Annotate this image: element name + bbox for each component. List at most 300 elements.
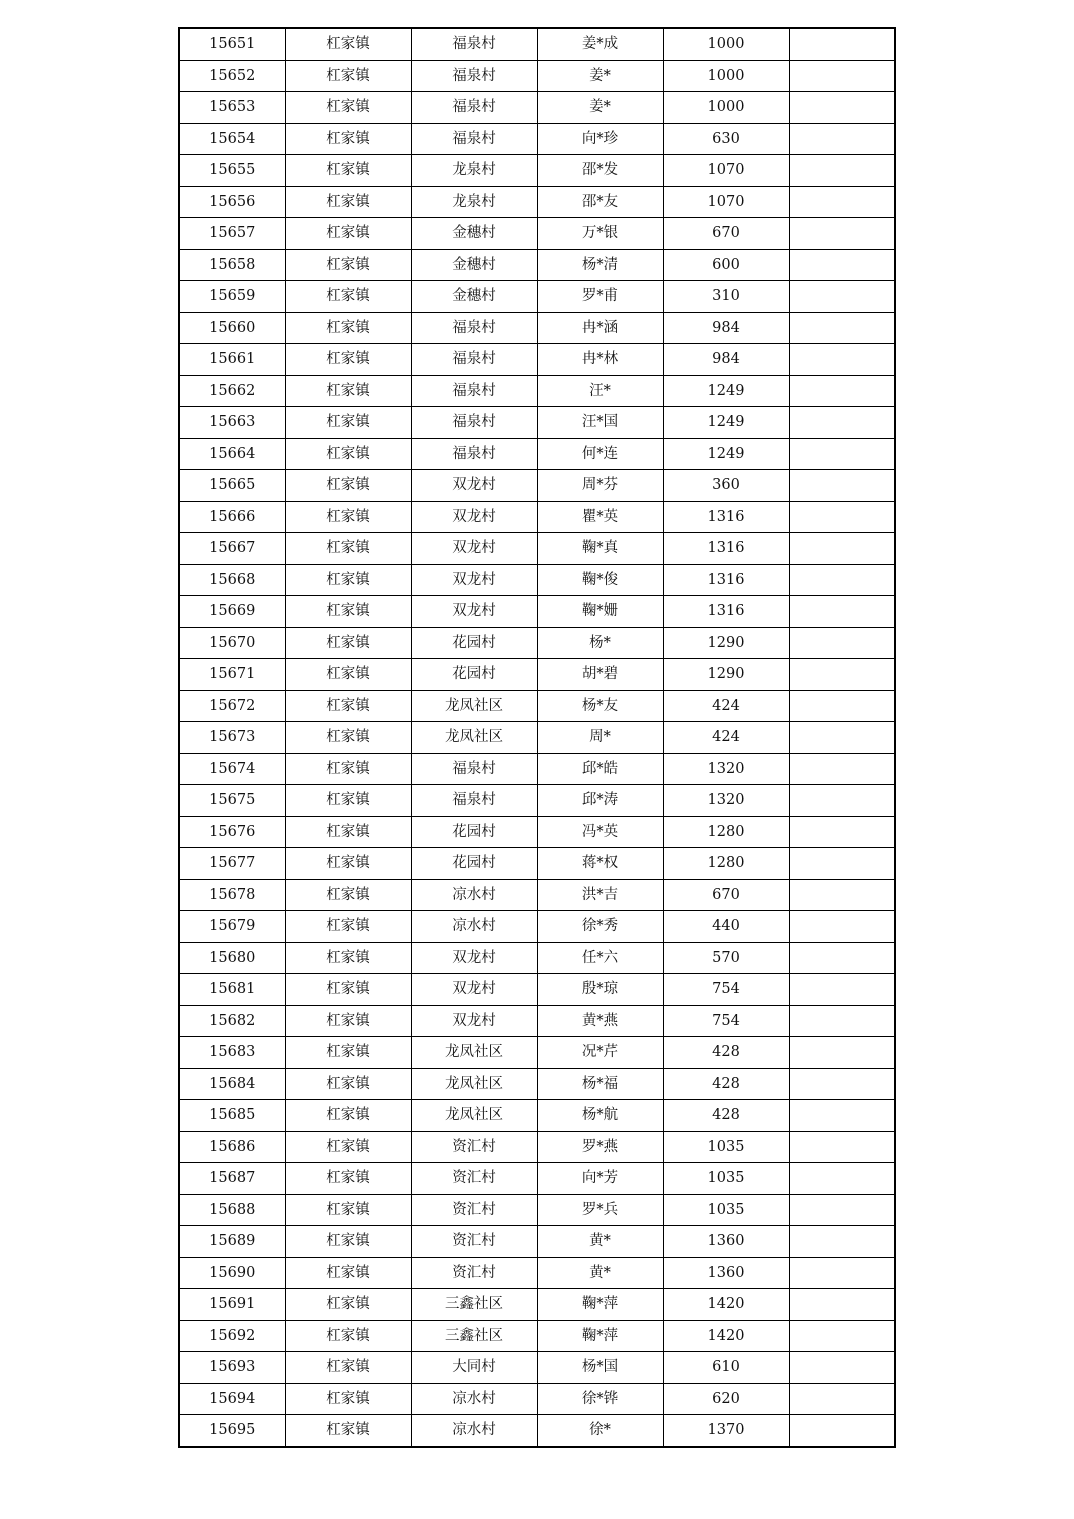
cell-amount: 670 [663,879,789,911]
cell-town: 杠家镇 [285,249,411,281]
cell-town: 杠家镇 [285,1163,411,1195]
cell-amount: 1320 [663,753,789,785]
cell-village: 资汇村 [411,1131,537,1163]
table-row [179,1226,895,1258]
cell-serial-number: 15693 [179,1352,285,1384]
table-row [179,848,895,880]
cell-remark [789,438,895,470]
cell-remark [789,501,895,533]
cell-amount: 428 [663,1100,789,1132]
cell-name: 洪*吉 [537,879,663,911]
table-row [179,218,895,250]
cell-village: 双龙村 [411,533,537,565]
cell-serial-number: 15677 [179,848,285,880]
cell-name: 姜* [537,92,663,124]
cell-remark [789,785,895,817]
cell-amount: 1000 [663,60,789,92]
table-row [179,1131,895,1163]
cell-name: 姜* [537,60,663,92]
cell-name: 黄* [537,1226,663,1258]
cell-remark [789,1320,895,1352]
cell-village: 龙凤社区 [411,1037,537,1069]
cell-remark [789,1352,895,1384]
cell-name: 汪* [537,375,663,407]
cell-serial-number: 15684 [179,1068,285,1100]
cell-amount: 754 [663,1005,789,1037]
table-row [179,1100,895,1132]
cell-name: 鞠*萍 [537,1289,663,1321]
cell-village: 花园村 [411,659,537,691]
cell-town: 杠家镇 [285,1068,411,1100]
table-row [179,1320,895,1352]
cell-serial-number: 15682 [179,1005,285,1037]
cell-serial-number: 15659 [179,281,285,313]
cell-amount: 1035 [663,1194,789,1226]
cell-town: 杠家镇 [285,1194,411,1226]
cell-amount: 428 [663,1068,789,1100]
cell-serial-number: 15695 [179,1415,285,1447]
cell-amount: 1000 [663,92,789,124]
cell-village: 龙凤社区 [411,1068,537,1100]
cell-village: 福泉村 [411,407,537,439]
table-row [179,123,895,155]
cell-remark [789,1194,895,1226]
cell-remark [789,816,895,848]
cell-village: 金穗村 [411,281,537,313]
table-row [179,1257,895,1289]
cell-village: 龙凤社区 [411,722,537,754]
cell-village: 双龙村 [411,942,537,974]
cell-name: 罗*燕 [537,1131,663,1163]
cell-village: 双龙村 [411,564,537,596]
cell-serial-number: 15664 [179,438,285,470]
table-row [179,470,895,502]
cell-amount: 1249 [663,407,789,439]
cell-village: 三鑫社区 [411,1289,537,1321]
cell-town: 杠家镇 [285,92,411,124]
cell-town: 杠家镇 [285,438,411,470]
cell-remark [789,1226,895,1258]
table-row [179,911,895,943]
cell-name: 徐*铧 [537,1383,663,1415]
cell-name: 蒋*权 [537,848,663,880]
cell-town: 杠家镇 [285,1383,411,1415]
cell-village: 金穗村 [411,218,537,250]
cell-serial-number: 15657 [179,218,285,250]
cell-town: 杠家镇 [285,564,411,596]
cell-village: 花园村 [411,816,537,848]
cell-remark [789,1163,895,1195]
cell-village: 资汇村 [411,1226,537,1258]
cell-amount: 1360 [663,1226,789,1258]
cell-village: 龙泉村 [411,186,537,218]
cell-amount: 424 [663,722,789,754]
cell-name: 殷*琼 [537,974,663,1006]
cell-village: 双龙村 [411,974,537,1006]
cell-name: 杨*福 [537,1068,663,1100]
cell-amount: 670 [663,218,789,250]
cell-remark [789,1289,895,1321]
cell-town: 杠家镇 [285,596,411,628]
cell-town: 杠家镇 [285,186,411,218]
cell-serial-number: 15652 [179,60,285,92]
cell-village: 龙凤社区 [411,1100,537,1132]
cell-town: 杠家镇 [285,1257,411,1289]
table-row [179,816,895,848]
table-row [179,501,895,533]
cell-name: 汪*国 [537,407,663,439]
cell-town: 杠家镇 [285,501,411,533]
table-row [179,1194,895,1226]
cell-name: 徐*秀 [537,911,663,943]
cell-town: 杠家镇 [285,1320,411,1352]
cell-name: 邵*发 [537,155,663,187]
cell-town: 杠家镇 [285,407,411,439]
cell-serial-number: 15675 [179,785,285,817]
cell-town: 杠家镇 [285,879,411,911]
cell-amount: 1249 [663,375,789,407]
cell-name: 冉*林 [537,344,663,376]
cell-amount: 1280 [663,816,789,848]
cell-town: 杠家镇 [285,1352,411,1384]
cell-name: 邱*涛 [537,785,663,817]
cell-name: 杨*航 [537,1100,663,1132]
cell-serial-number: 15666 [179,501,285,533]
cell-serial-number: 15656 [179,186,285,218]
cell-town: 杠家镇 [285,942,411,974]
cell-village: 花园村 [411,848,537,880]
cell-village: 双龙村 [411,596,537,628]
cell-serial-number: 15687 [179,1163,285,1195]
table-row [179,344,895,376]
cell-serial-number: 15672 [179,690,285,722]
table-row [179,407,895,439]
cell-serial-number: 15685 [179,1100,285,1132]
cell-name: 罗*兵 [537,1194,663,1226]
table-row [179,438,895,470]
cell-remark [789,375,895,407]
cell-remark [789,722,895,754]
cell-village: 凉水村 [411,911,537,943]
cell-town: 杠家镇 [285,375,411,407]
cell-town: 杠家镇 [285,1131,411,1163]
cell-name: 罗*甫 [537,281,663,313]
cell-remark [789,407,895,439]
cell-amount: 1316 [663,533,789,565]
cell-remark [789,1415,895,1447]
cell-remark [789,249,895,281]
cell-remark [789,974,895,1006]
cell-town: 杠家镇 [285,533,411,565]
cell-serial-number: 15661 [179,344,285,376]
cell-name: 杨*国 [537,1352,663,1384]
cell-village: 双龙村 [411,501,537,533]
cell-remark [789,60,895,92]
cell-amount: 754 [663,974,789,1006]
cell-serial-number: 15673 [179,722,285,754]
cell-amount: 1035 [663,1131,789,1163]
table-row [179,533,895,565]
cell-remark [789,1037,895,1069]
cell-serial-number: 15658 [179,249,285,281]
cell-town: 杠家镇 [285,785,411,817]
cell-serial-number: 15680 [179,942,285,974]
cell-amount: 1290 [663,659,789,691]
table-body [179,28,895,1447]
cell-name: 黄*燕 [537,1005,663,1037]
cell-village: 三鑫社区 [411,1320,537,1352]
table-row [179,312,895,344]
cell-remark [789,218,895,250]
cell-town: 杠家镇 [285,218,411,250]
cell-town: 杠家镇 [285,974,411,1006]
cell-town: 杠家镇 [285,690,411,722]
cell-name: 鞠*俊 [537,564,663,596]
cell-serial-number: 15663 [179,407,285,439]
cell-remark [789,911,895,943]
cell-name: 徐* [537,1415,663,1447]
table-row [179,1352,895,1384]
cell-town: 杠家镇 [285,659,411,691]
table-row [179,1005,895,1037]
cell-name: 鞠*萍 [537,1320,663,1352]
cell-village: 龙泉村 [411,155,537,187]
cell-remark [789,753,895,785]
cell-amount: 360 [663,470,789,502]
cell-remark [789,92,895,124]
cell-village: 福泉村 [411,438,537,470]
cell-remark [789,28,895,60]
cell-town: 杠家镇 [285,1226,411,1258]
cell-town: 杠家镇 [285,1100,411,1132]
cell-remark [789,564,895,596]
cell-amount: 1070 [663,186,789,218]
table-row [179,281,895,313]
cell-name: 况*芹 [537,1037,663,1069]
cell-remark [789,690,895,722]
table-row [179,879,895,911]
cell-serial-number: 15674 [179,753,285,785]
cell-name: 杨* [537,627,663,659]
cell-remark [789,1005,895,1037]
table-row [179,92,895,124]
cell-serial-number: 15651 [179,28,285,60]
table-row [179,942,895,974]
cell-amount: 630 [663,123,789,155]
cell-amount: 424 [663,690,789,722]
cell-village: 福泉村 [411,785,537,817]
cell-remark [789,879,895,911]
cell-serial-number: 15665 [179,470,285,502]
cell-town: 杠家镇 [285,753,411,785]
cell-amount: 1249 [663,438,789,470]
cell-name: 冉*涵 [537,312,663,344]
cell-town: 杠家镇 [285,911,411,943]
cell-remark [789,281,895,313]
cell-remark [789,627,895,659]
table-row [179,1068,895,1100]
cell-name: 黄* [537,1257,663,1289]
cell-remark [789,1068,895,1100]
cell-amount: 1316 [663,564,789,596]
cell-town: 杠家镇 [285,1415,411,1447]
cell-serial-number: 15692 [179,1320,285,1352]
cell-village: 大同村 [411,1352,537,1384]
cell-name: 邵*友 [537,186,663,218]
cell-remark [789,470,895,502]
cell-amount: 1316 [663,501,789,533]
cell-amount: 1070 [663,155,789,187]
table-row [179,1415,895,1447]
table-row [179,722,895,754]
cell-amount: 1320 [663,785,789,817]
cell-serial-number: 15681 [179,974,285,1006]
cell-name: 冯*英 [537,816,663,848]
data-table [178,27,896,1448]
cell-village: 福泉村 [411,123,537,155]
cell-town: 杠家镇 [285,28,411,60]
cell-village: 福泉村 [411,312,537,344]
cell-village: 福泉村 [411,92,537,124]
cell-village: 凉水村 [411,879,537,911]
cell-amount: 984 [663,312,789,344]
cell-town: 杠家镇 [285,627,411,659]
cell-name: 任*六 [537,942,663,974]
cell-village: 双龙村 [411,1005,537,1037]
cell-village: 凉水村 [411,1415,537,1447]
cell-name: 姜*成 [537,28,663,60]
cell-village: 双龙村 [411,470,537,502]
cell-town: 杠家镇 [285,848,411,880]
table-row [179,627,895,659]
cell-serial-number: 15678 [179,879,285,911]
cell-amount: 1000 [663,28,789,60]
cell-serial-number: 15688 [179,1194,285,1226]
cell-amount: 428 [663,1037,789,1069]
cell-name: 万*银 [537,218,663,250]
table-row [179,1163,895,1195]
cell-amount: 1290 [663,627,789,659]
cell-village: 福泉村 [411,60,537,92]
cell-serial-number: 15676 [179,816,285,848]
cell-amount: 1280 [663,848,789,880]
cell-remark [789,155,895,187]
cell-village: 福泉村 [411,344,537,376]
cell-serial-number: 15668 [179,564,285,596]
cell-amount: 1420 [663,1320,789,1352]
cell-remark [789,596,895,628]
cell-remark [789,123,895,155]
cell-remark [789,344,895,376]
cell-town: 杠家镇 [285,123,411,155]
cell-village: 福泉村 [411,375,537,407]
cell-remark [789,659,895,691]
cell-serial-number: 15694 [179,1383,285,1415]
cell-village: 资汇村 [411,1163,537,1195]
cell-name: 鞠*姗 [537,596,663,628]
cell-remark [789,1257,895,1289]
cell-town: 杠家镇 [285,60,411,92]
cell-town: 杠家镇 [285,1037,411,1069]
table-row [179,1289,895,1321]
table-row [179,785,895,817]
table-row [179,1037,895,1069]
cell-name: 杨*友 [537,690,663,722]
cell-remark [789,848,895,880]
cell-serial-number: 15653 [179,92,285,124]
cell-name: 邱*皓 [537,753,663,785]
cell-remark [789,186,895,218]
cell-name: 鞠*真 [537,533,663,565]
cell-amount: 600 [663,249,789,281]
cell-remark [789,1383,895,1415]
cell-village: 资汇村 [411,1257,537,1289]
table-row [179,690,895,722]
cell-serial-number: 15669 [179,596,285,628]
cell-village: 金穗村 [411,249,537,281]
cell-village: 资汇村 [411,1194,537,1226]
cell-name: 向*珍 [537,123,663,155]
cell-amount: 440 [663,911,789,943]
table-row [179,186,895,218]
table-row [179,974,895,1006]
cell-town: 杠家镇 [285,344,411,376]
table-row [179,155,895,187]
cell-serial-number: 15667 [179,533,285,565]
cell-town: 杠家镇 [285,1005,411,1037]
cell-amount: 610 [663,1352,789,1384]
cell-serial-number: 15686 [179,1131,285,1163]
cell-name: 胡*碧 [537,659,663,691]
cell-serial-number: 15655 [179,155,285,187]
cell-village: 花园村 [411,627,537,659]
cell-name: 何*连 [537,438,663,470]
table-row [179,1383,895,1415]
cell-name: 周*芬 [537,470,663,502]
cell-serial-number: 15660 [179,312,285,344]
cell-amount: 1316 [663,596,789,628]
table-row [179,60,895,92]
table-row [179,753,895,785]
cell-town: 杠家镇 [285,470,411,502]
cell-name: 瞿*英 [537,501,663,533]
cell-amount: 570 [663,942,789,974]
table-row [179,659,895,691]
cell-remark [789,533,895,565]
cell-amount: 984 [663,344,789,376]
cell-town: 杠家镇 [285,281,411,313]
cell-remark [789,1100,895,1132]
cell-serial-number: 15671 [179,659,285,691]
cell-town: 杠家镇 [285,155,411,187]
table-row [179,249,895,281]
cell-serial-number: 15662 [179,375,285,407]
cell-town: 杠家镇 [285,1289,411,1321]
cell-serial-number: 15683 [179,1037,285,1069]
cell-remark [789,312,895,344]
cell-name: 向*芳 [537,1163,663,1195]
table-row [179,375,895,407]
cell-amount: 620 [663,1383,789,1415]
cell-serial-number: 15689 [179,1226,285,1258]
cell-serial-number: 15691 [179,1289,285,1321]
cell-amount: 310 [663,281,789,313]
cell-remark [789,942,895,974]
cell-remark [789,1131,895,1163]
cell-serial-number: 15654 [179,123,285,155]
table-row [179,564,895,596]
cell-amount: 1370 [663,1415,789,1447]
